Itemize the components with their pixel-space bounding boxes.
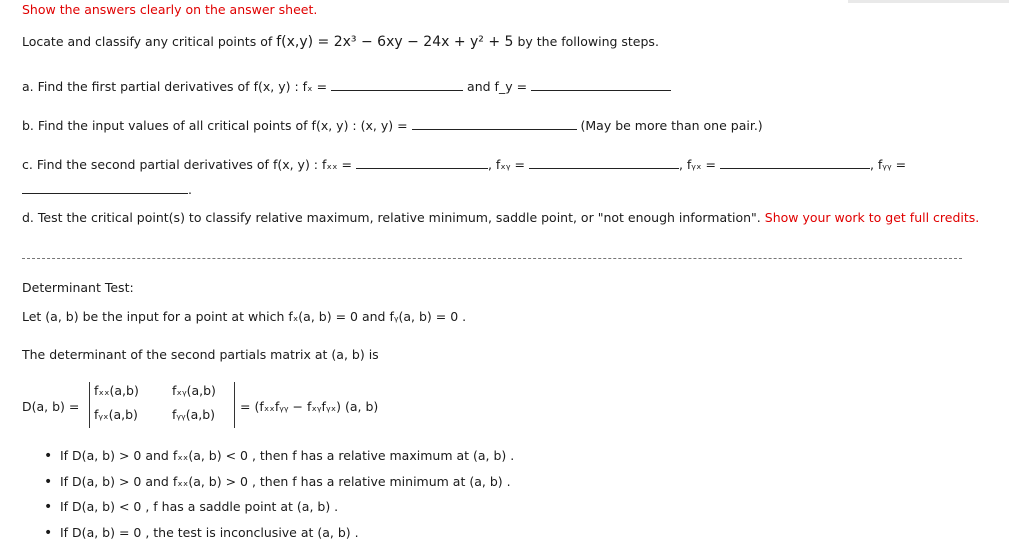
part-a <box>22 79 671 94</box>
matrix-m22: fᵧᵧ(a,b) <box>172 407 216 422</box>
problem-suffix: by the following steps. <box>517 34 659 49</box>
answer-blank-fyx[interactable] <box>720 158 870 169</box>
part-a-fy: f_y = <box>494 79 528 94</box>
problem-statement <box>22 34 659 50</box>
rule-saddle-point: • If D(a, b) < 0 , f has a saddle point at (a, b) . <box>22 499 514 525</box>
part-c-continuation: . <box>22 182 192 197</box>
determinant-right-bar <box>234 382 235 428</box>
determinant-title: Determinant Test: <box>22 280 134 295</box>
part-a-and: and <box>467 79 491 94</box>
top-edge-strip <box>848 0 1009 3</box>
determinant-lhs: D(a, b) = <box>22 399 80 414</box>
part-c-fyy: fᵧᵧ = <box>877 157 907 172</box>
classification-rules <box>22 448 514 551</box>
answer-blank-fx[interactable] <box>331 80 463 91</box>
part-d-text: d. Test the critical point(s) to classify relative maximum, relative minimum, saddle point, or "not enough information". <box>22 210 761 225</box>
part-c-fxx: fₓₓ = <box>322 157 352 172</box>
part-a-func: f(x, y) : <box>253 79 299 94</box>
instruction-text: Show the answers clearly on the answer sheet. <box>22 2 318 17</box>
dashed-divider <box>22 258 962 259</box>
rule-relative-max: • If D(a, b) > 0 and fₓₓ(a, b) < 0 , then f has a relative maximum at (a, b) . <box>22 448 514 474</box>
part-d-credit: Show your work to get full credits. <box>764 210 980 225</box>
rule-inconclusive: • If D(a, b) = 0 , the test is inconclusive at (a, b) . <box>22 525 514 551</box>
determinant-rhs: = (fₓₓfᵧᵧ − fₓᵧfᵧₓ) (a, b) <box>240 399 379 414</box>
determinant-intro: The determinant of the second partials matrix at (a, b) is <box>22 347 379 362</box>
answer-blank-fxy[interactable] <box>529 158 679 169</box>
part-c: c. Find the second partial derivatives of f(x, y) : fₓₓ = , fₓᵧ = , fᵧₓ = , fᵧᵧ = <box>22 157 907 172</box>
answer-blank-fy[interactable] <box>531 80 671 91</box>
part-a-fx: fₓ = <box>302 79 328 94</box>
part-a-label: a. Find the first partial derivatives of <box>22 79 250 94</box>
function-expression: f(x,y) = 2x³ − 6xy − 24x + y² + 5 <box>276 34 514 50</box>
part-c-fxy: fₓᵧ = <box>495 157 525 172</box>
part-c-func: f(x, y) : <box>272 157 319 172</box>
determinant-let: Let (a, b) be the input for a point at which fₓ(a, b) = 0 and fᵧ(a, b) = 0 . <box>22 309 467 324</box>
part-b-note: (May be more than one pair.) <box>580 118 763 133</box>
part-c-fyx: fᵧₓ = <box>686 157 716 172</box>
part-d <box>22 210 979 225</box>
matrix-m21: fᵧₓ(a,b) <box>94 407 138 422</box>
part-c-label: c. Find the second partial derivatives of <box>22 157 269 172</box>
problem-prefix: Locate and classify any critical points of <box>22 34 273 49</box>
answer-blank-fyy[interactable] <box>22 183 188 194</box>
part-b-label: b. Find the input values of all critical points of <box>22 118 308 133</box>
rule-relative-min: • If D(a, b) > 0 and fₓₓ(a, b) > 0 , then f has a relative minimum at (a, b) . <box>22 474 514 500</box>
matrix-m12: fₓᵧ(a,b) <box>172 383 216 398</box>
part-b-func: f(x, y) : (x, y) = <box>311 118 408 133</box>
answer-blank-critical-points[interactable] <box>412 119 577 130</box>
answer-blank-fxx[interactable] <box>356 158 488 169</box>
part-b <box>22 118 763 133</box>
determinant-left-bar <box>89 382 90 428</box>
matrix-m11: fₓₓ(a,b) <box>94 383 139 398</box>
